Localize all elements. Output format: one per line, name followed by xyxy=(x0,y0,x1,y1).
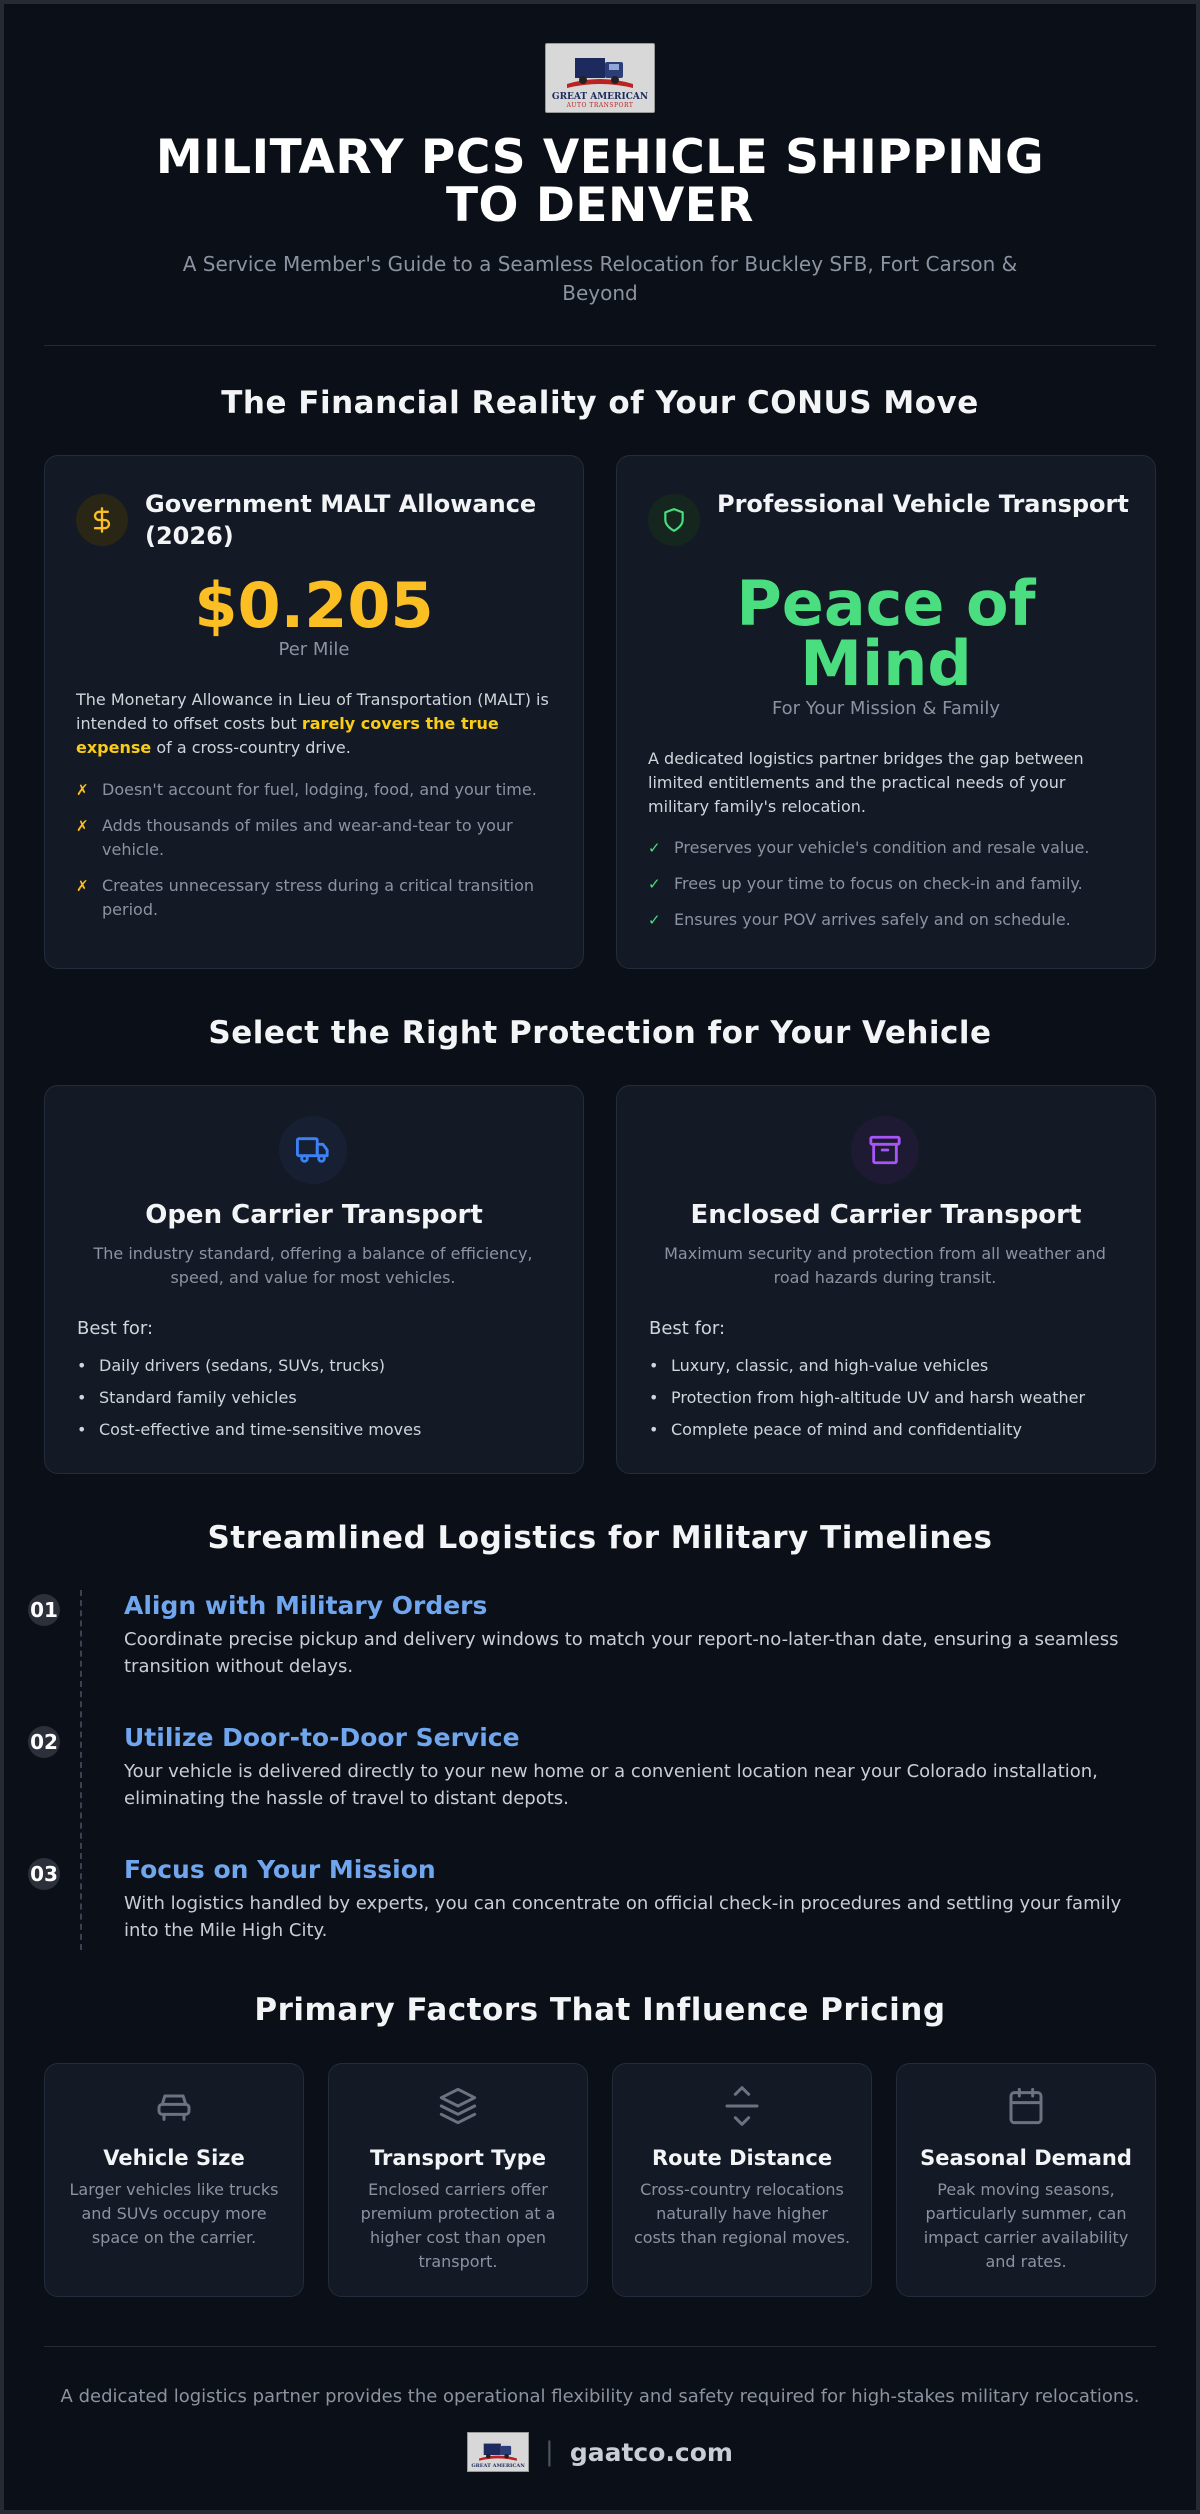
malt-highlight: rarely covers the true expense xyxy=(76,714,499,757)
layers-icon xyxy=(438,2086,478,2126)
open-carrier-icon-wrapper xyxy=(279,1116,347,1184)
factor-description: Peak moving seasons, particularly summer, can impact carrier availability and rates. xyxy=(923,2180,1129,2271)
shield-icon-wrapper xyxy=(648,494,700,546)
factor-card xyxy=(328,2063,588,2297)
page-subtitle: A Service Member's Guide to a Seamless Relocation for Buckley SFB, Fort Carson & Beyond xyxy=(182,252,1018,305)
check-icon: ✓ xyxy=(648,875,661,893)
dollar-icon xyxy=(88,506,116,534)
enclosed-carrier-best-for-list xyxy=(649,1356,1085,1452)
malt-icon-wrapper xyxy=(76,494,128,546)
malt-rate-unit: Per Mile xyxy=(278,639,350,660)
step-number: 03 xyxy=(28,1858,60,1890)
open-carrier-title: Open Carrier Transport xyxy=(145,1200,483,1230)
x-mark-icon: ✗ xyxy=(76,817,89,835)
footer-divider xyxy=(44,2346,1156,2347)
check-icon: ✓ xyxy=(648,911,661,929)
list-item: ✗ Creates unnecessary stress during a critical transition period. xyxy=(76,876,535,919)
truck-logo-icon xyxy=(478,2439,518,2463)
timeline-line xyxy=(80,1590,82,1950)
step-title: Focus on Your Mission xyxy=(124,1855,436,1884)
open-carrier-description: The industry standard, offering a balance of efficiency, speed, and value for most vehicles. xyxy=(93,1244,533,1287)
financial-section-title: The Financial Reality of Your CONUS Move xyxy=(221,385,979,421)
truck-icon xyxy=(296,1133,330,1167)
factor-title: Route Distance xyxy=(651,2146,833,2170)
check-icon: ✓ xyxy=(648,839,661,857)
list-item: • Cost-effective and time-sensitive moves xyxy=(77,1420,421,1440)
logistics-section-title: Streamlined Logistics for Military Timelines xyxy=(207,1520,993,1556)
company-logo xyxy=(545,43,655,113)
footer-brand xyxy=(0,2432,1200,2472)
malt-rate-value: $0.205 xyxy=(194,569,434,642)
factor-description: Larger vehicles like trucks and SUVs occupy more space on the carrier. xyxy=(69,2180,279,2247)
list-item: ✗ Doesn't account for fuel, lodging, food, and your time. xyxy=(76,778,556,802)
enclosed-carrier-description: Maximum security and protection from all weather and road hazards during transit. xyxy=(664,1244,1106,1287)
enclosed-carrier-icon-wrapper xyxy=(851,1116,919,1184)
best-for-label: Best for: xyxy=(649,1318,726,1339)
malt-title: Government MALT Allowance (2026) xyxy=(145,490,537,550)
calendar-icon xyxy=(1006,2086,1046,2126)
footer-text: A dedicated logistics partner provides the operational flexibility and safety required for high-stakes military relocations. xyxy=(60,2386,1140,2407)
list-item: • Luxury, classic, and high-value vehicles xyxy=(649,1356,1085,1376)
x-mark-icon: ✗ xyxy=(76,781,89,799)
list-item: ✗ Adds thousands of miles and wear-and-tear to your vehicle. xyxy=(76,816,513,859)
protection-section-title: Select the Right Protection for Your Vehicle xyxy=(208,1015,992,1051)
factor-title: Vehicle Size xyxy=(103,2146,245,2170)
header-divider xyxy=(44,345,1156,346)
malt-points xyxy=(76,778,556,934)
distance-icon xyxy=(722,2086,762,2126)
best-for-label: Best for: xyxy=(77,1318,154,1339)
malt-description: The Monetary Allowance in Lieu of Transportation (MALT) is intended to offset costs but rarely covers the true expense of a cross-country drive. xyxy=(76,690,549,757)
list-item: • Complete peace of mind and confidentiality xyxy=(649,1420,1085,1440)
step-number: 02 xyxy=(28,1726,60,1758)
factor-title: Seasonal Demand xyxy=(920,2146,1132,2170)
footer-separator: | xyxy=(545,2437,554,2467)
factor-card xyxy=(896,2063,1156,2297)
list-item: ✓ Preserves your vehicle's condition and resale value. xyxy=(648,836,1128,860)
list-item: ✓ Frees up your time to focus on check-in and family. xyxy=(648,872,1128,896)
peace-of-mind-value: Peace of Mind xyxy=(736,567,1036,700)
pricing-section-title: Primary Factors That Influence Pricing xyxy=(254,1992,946,2028)
step-text: Coordinate precise pickup and delivery windows to match your report-no-later-than date, ensuring a seamless transition without delays. xyxy=(124,1629,1119,1677)
step-text: With logistics handled by experts, you can concentrate on official check-in procedures and settling your family into the Mile High City. xyxy=(124,1893,1122,1941)
car-icon xyxy=(154,2086,194,2126)
archive-box-icon xyxy=(868,1133,902,1167)
page-title: MILITARY PCS VEHICLE SHIPPING TO DENVER xyxy=(155,130,1045,233)
malt-card xyxy=(44,455,584,969)
list-item: • Protection from high-altitude UV and harsh weather xyxy=(649,1388,1085,1408)
x-mark-icon: ✗ xyxy=(76,877,89,895)
professional-transport-description: A dedicated logistics partner bridges the gap between limited entitlements and the practical needs of your military family's relocation. xyxy=(648,749,1084,816)
step-title: Utilize Door-to-Door Service xyxy=(124,1723,520,1752)
step-text: Your vehicle is delivered directly to your new home or a convenient location near your Colorado installation, eliminating the hassle of travel to distant depots. xyxy=(124,1761,1098,1809)
step-number: 01 xyxy=(28,1594,60,1626)
step-title: Align with Military Orders xyxy=(124,1591,488,1620)
professional-transport-card xyxy=(616,455,1156,969)
enclosed-carrier-card xyxy=(616,1085,1156,1474)
factor-description: Cross-country relocations naturally have higher costs than regional moves. xyxy=(633,2180,851,2247)
open-carrier-best-for-list xyxy=(77,1356,421,1452)
website-link[interactable]: gaatco.com xyxy=(569,2437,733,2467)
factor-description: Enclosed carriers offer premium protection at a higher cost than open transport. xyxy=(360,2180,556,2271)
truck-logo-icon xyxy=(565,50,635,92)
professional-transport-points xyxy=(648,836,1128,944)
peace-of-mind-sub: For Your Mission & Family xyxy=(771,698,1001,719)
logo-subtext: AUTO TRANSPORT xyxy=(566,102,634,109)
footer-logo: GREAT AMERICAN xyxy=(467,2432,529,2472)
list-item: • Standard family vehicles xyxy=(77,1388,421,1408)
enclosed-carrier-title: Enclosed Carrier Transport xyxy=(690,1200,1082,1230)
shield-icon xyxy=(661,507,687,533)
factor-title: Transport Type xyxy=(370,2146,546,2170)
professional-transport-title: Professional Vehicle Transport xyxy=(717,490,1129,518)
logo-text: GREAT AMERICAN xyxy=(551,92,649,102)
list-item: • Daily drivers (sedans, SUVs, trucks) xyxy=(77,1356,421,1376)
list-item: ✓ Ensures your POV arrives safely and on schedule. xyxy=(648,908,1128,932)
factor-card xyxy=(612,2063,872,2297)
open-carrier-card xyxy=(44,1085,584,1474)
factor-card xyxy=(44,2063,304,2297)
